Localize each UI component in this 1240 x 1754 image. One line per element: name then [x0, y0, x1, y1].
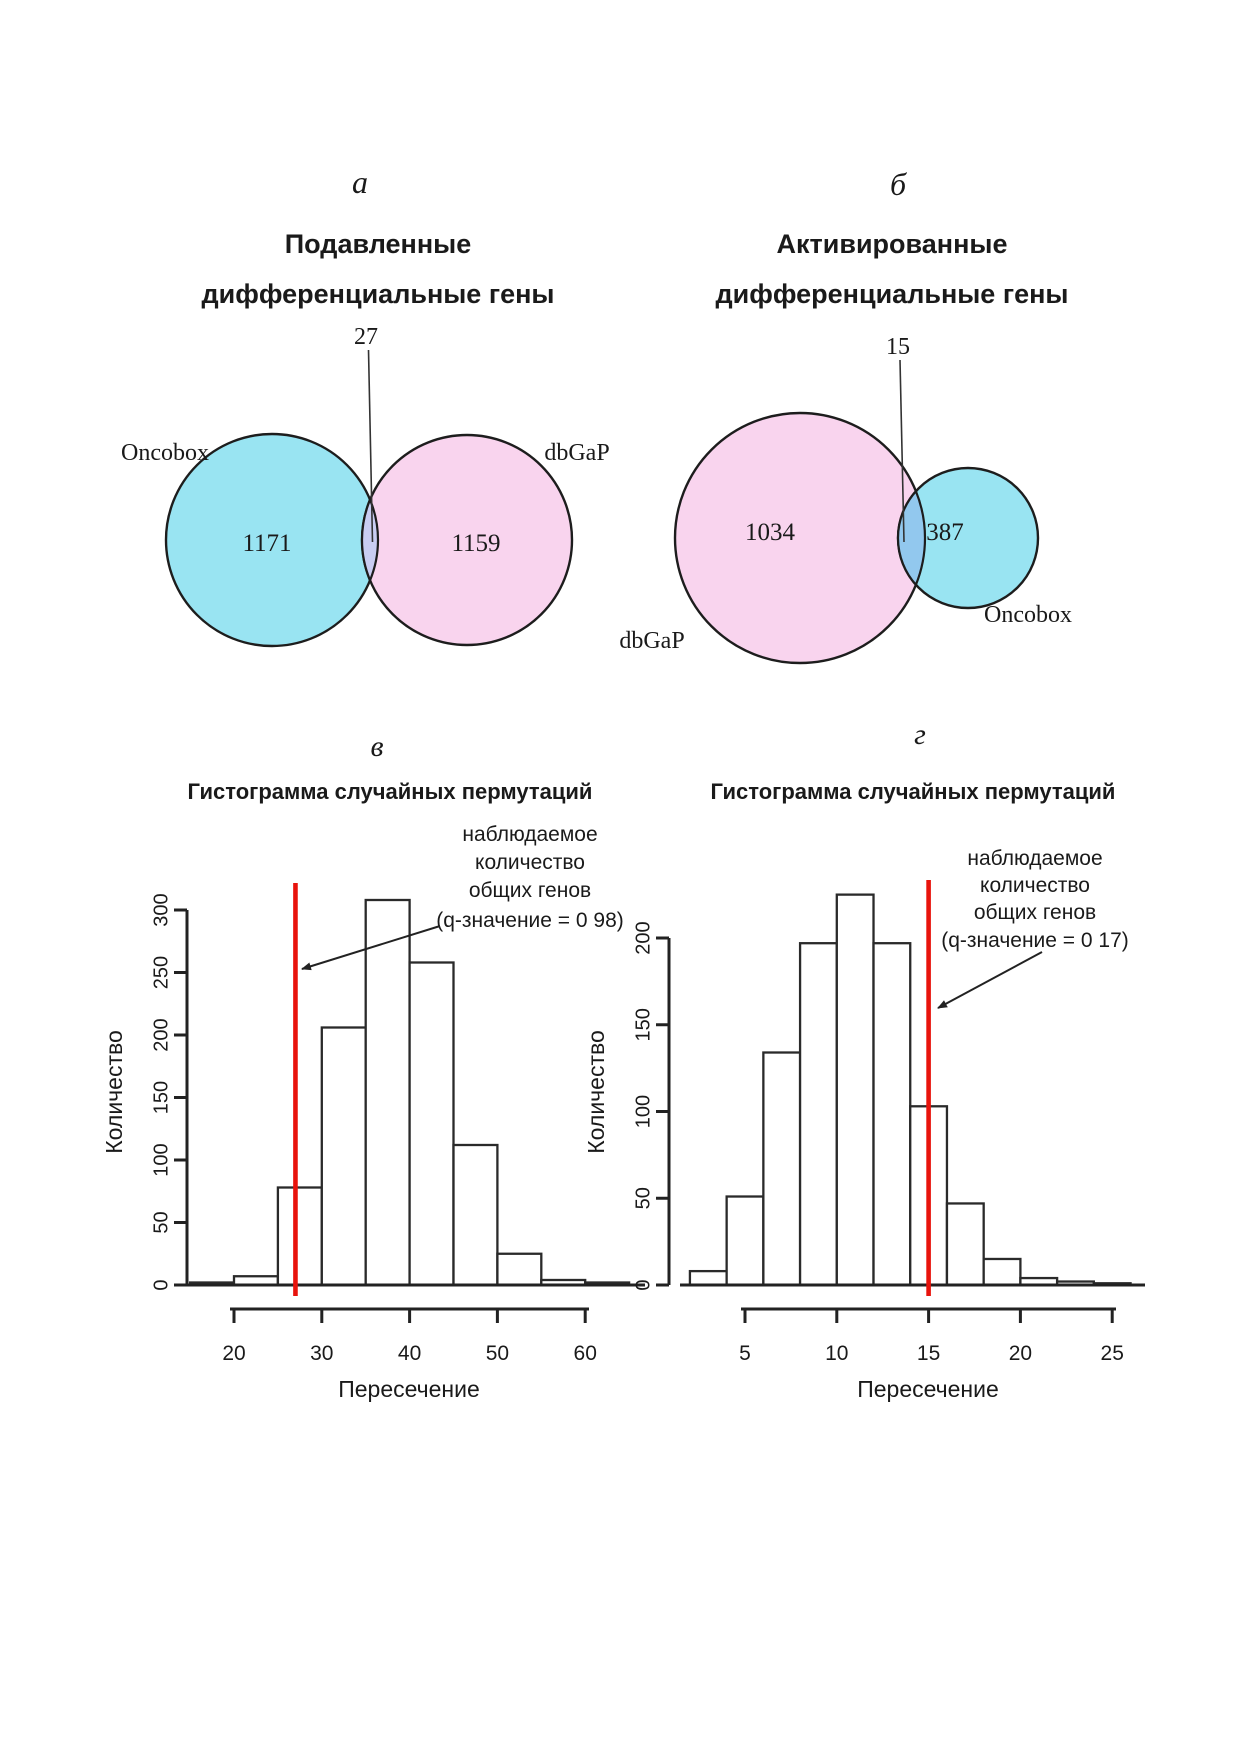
x-axis-label: Пересечение	[338, 1376, 480, 1402]
x-axis-label: Пересечение	[857, 1376, 999, 1402]
venn-title-line: дифференциальные гены	[201, 279, 555, 309]
histogram-bar	[727, 1197, 764, 1285]
venn-set-label: Oncobox	[984, 602, 1072, 628]
y-tick-label: 250	[150, 955, 173, 990]
y-tick-label: 50	[150, 1211, 173, 1234]
annotation-line: наблюдаемое	[967, 847, 1103, 870]
histogram-title: Гистограмма случайных пермутаций	[187, 779, 593, 804]
histogram-bar	[837, 895, 874, 1285]
venn-set-count: 1159	[451, 530, 501, 557]
panel-letter-а: а	[352, 164, 368, 200]
y-axis-label: Количество	[101, 1030, 127, 1154]
venn-set-label: dbGaP	[619, 628, 685, 654]
panel-letter-г: г	[914, 718, 926, 751]
x-tick-label: 30	[310, 1342, 334, 1365]
histogram-bar	[984, 1259, 1021, 1285]
y-tick-label: 100	[632, 1094, 655, 1129]
venn-set-label: Oncobox	[121, 440, 209, 466]
histogram-bar	[947, 1203, 984, 1285]
histogram-bar	[454, 1145, 498, 1285]
histogram-title: Гистограмма случайных пермутаций	[710, 779, 1116, 804]
histogram-bar	[874, 943, 911, 1285]
y-tick-label: 0	[150, 1279, 173, 1291]
x-tick-label: 60	[573, 1342, 597, 1365]
annotation-line: количество	[475, 851, 585, 874]
x-tick-label: 20	[222, 1342, 246, 1365]
y-axis-label: Количество	[583, 1030, 609, 1154]
venn-set-label: dbGaP	[544, 440, 610, 466]
y-tick-label: 0	[632, 1279, 655, 1291]
venn-intersection-count: 15	[886, 334, 910, 360]
annotation-arrow	[938, 952, 1042, 1008]
annotation-line: (q-значение = 0 98)	[436, 909, 624, 932]
histogram-bar	[278, 1188, 322, 1286]
histogram-bar	[497, 1254, 541, 1285]
venn-circle-dbgap	[675, 413, 925, 663]
histogram-bar	[763, 1053, 800, 1285]
y-tick-label: 150	[632, 1008, 655, 1042]
venn-set-count: 1171	[242, 530, 292, 557]
annotation-line: (q-значение = 0 17)	[941, 929, 1129, 952]
panel-letter-в: в	[370, 730, 384, 763]
x-tick-label: 15	[916, 1342, 941, 1365]
x-tick-label: 25	[1100, 1342, 1124, 1365]
annotation-line: общих генов	[973, 901, 1097, 924]
y-tick-label: 50	[632, 1187, 655, 1210]
venn-set-count: 387	[926, 519, 964, 546]
annotation-line: наблюдаемое	[462, 823, 598, 846]
y-tick-label: 150	[150, 1080, 173, 1115]
y-tick-label: 200	[150, 1018, 173, 1052]
venn-title-line: Активированные	[776, 229, 1008, 259]
annotation-line: общих генов	[468, 879, 592, 902]
x-tick-label: 5	[739, 1342, 751, 1365]
venn-title-line: Подавленные	[284, 229, 472, 259]
histogram-bar	[410, 963, 454, 1286]
histogram-bar	[366, 900, 410, 1285]
histogram-bar	[800, 943, 837, 1285]
panel-letter-б: б	[889, 166, 907, 202]
venn-title-line: дифференциальные гены	[715, 279, 1069, 309]
annotation-line: количество	[980, 874, 1090, 897]
y-tick-label: 200	[632, 921, 655, 955]
venn-intersection-count: 27	[354, 324, 378, 350]
x-tick-label: 50	[485, 1342, 510, 1365]
x-tick-label: 40	[397, 1342, 422, 1365]
y-tick-label: 300	[150, 893, 173, 927]
x-tick-label: 20	[1008, 1342, 1033, 1365]
y-tick-label: 100	[150, 1143, 173, 1177]
histogram-bar	[690, 1271, 727, 1285]
x-tick-label: 10	[825, 1342, 849, 1365]
histogram-bar	[322, 1028, 366, 1286]
venn-set-count: 1034	[745, 519, 795, 546]
